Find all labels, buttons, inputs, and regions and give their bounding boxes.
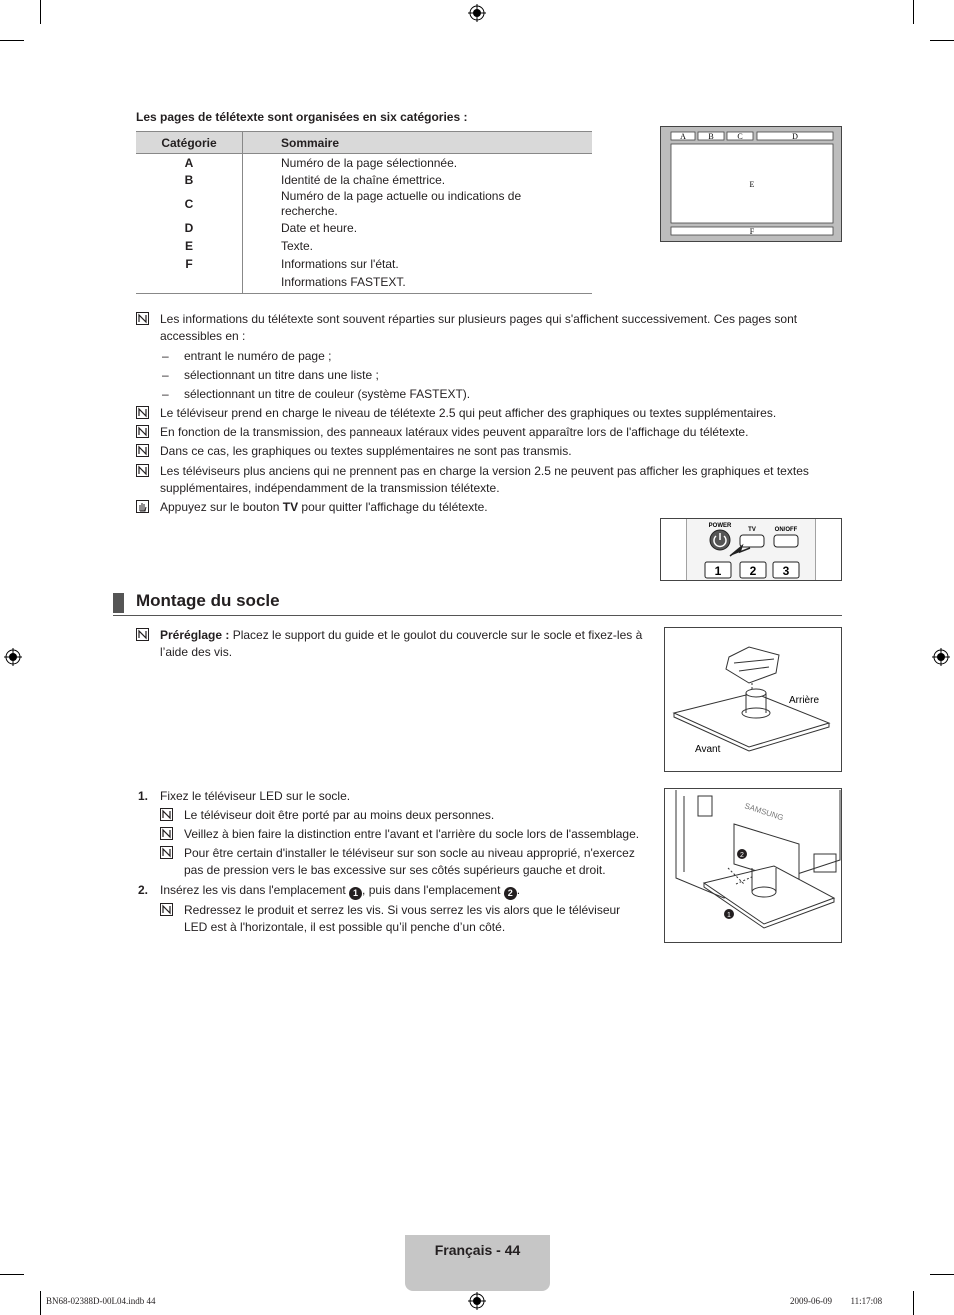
note-icon [136, 464, 149, 477]
note-icon [160, 808, 173, 821]
note-text: Le téléviseur prend en charge le niveau de télétexte 2.5 qui peut afficher des graphiques ou textes supplémentaires. [160, 406, 777, 420]
list-item [162, 386, 470, 403]
note-text: Les informations du télétexte sont souvent réparties sur plusieurs pages qui s'affichent successivement. Ces pages sont accessibles en : [160, 312, 798, 343]
table-row [136, 154, 592, 172]
note-item [160, 902, 640, 936]
table-cell: Informations FASTEXT. [243, 273, 593, 294]
location-badge-1: 1 [349, 887, 362, 900]
crop-mark [930, 1274, 954, 1275]
table-cell: Informations sur l'état. [281, 256, 399, 271]
note-text: Le téléviseur doit être porté par au moins deux personnes. [184, 808, 495, 822]
list-item-text: sélectionnant un titre dans une liste ; [184, 368, 379, 382]
note-text: Veillez à bien faire la distinction entre l'avant et l'arrière du socle lors de l'assemblage. [184, 827, 640, 841]
note-text: Pour être certain d'installer le téléviseur sur son socle au niveau approprié, n'exercez pas de pression vers le bas excessive sur ses côtés supérieurs gauche et droit. [184, 846, 635, 877]
table-cell: F [136, 255, 243, 273]
step-text: Fixez le téléviseur LED sur le socle. [160, 789, 351, 803]
step-text-part: Insérez les vis dans l'emplacement [160, 883, 350, 897]
list-item-text: sélectionnant un titre de couleur (système FASTEXT). [184, 387, 471, 401]
dash-marker: – [162, 368, 169, 382]
teletext-screen-diagram [660, 126, 842, 242]
note-text: En fonction de la transmission, des panneaux latéraux vides peuvent apparaître lors de l'affichage du télétexte. [160, 425, 749, 439]
note-icon [160, 827, 173, 840]
crop-mark [0, 40, 24, 41]
table-header: Catégorie [136, 132, 243, 154]
crop-mark [40, 1291, 41, 1315]
table-row [136, 219, 592, 238]
section-title: Montage du socle [136, 591, 280, 610]
note-item [136, 424, 826, 441]
location-badge-2: 2 [504, 887, 517, 900]
list-item [162, 367, 379, 384]
key-1: 1 [714, 564, 722, 578]
table-row [136, 273, 592, 294]
crop-mark [40, 0, 41, 24]
table-row [136, 171, 592, 189]
diagram-label-b: B [708, 132, 714, 141]
step-text-part: . [516, 883, 521, 897]
diagram-label-f: F [749, 227, 755, 236]
section-bar [113, 593, 124, 613]
tv-key-label: TV [282, 500, 299, 514]
step-text [160, 882, 520, 900]
note-text-part: pour quitter l'affichage du télétexte. [298, 500, 488, 514]
table-row [136, 255, 592, 273]
crop-mark [0, 1274, 24, 1275]
table-header: Sommaire [243, 132, 593, 154]
table-cell: B [136, 171, 243, 189]
figure-badge-1: 1 [727, 912, 731, 919]
figure-badge-2: 2 [740, 852, 744, 859]
stand-preset-illustration [664, 627, 842, 772]
table-row [136, 189, 592, 219]
remote-control-illustration [660, 518, 842, 581]
diagram-label-d: D [792, 132, 798, 141]
note-item [136, 443, 826, 460]
table-cell: A [136, 154, 243, 172]
note-item [136, 405, 826, 422]
note-text-part: Appuyez sur le bouton [160, 500, 283, 514]
page-number: Français - 44 [434, 1242, 521, 1258]
brand-label: SAMSUNG [743, 801, 785, 823]
step-number: 1. [138, 789, 149, 803]
onoff-label: ON/OFF [774, 527, 798, 533]
crop-mark [930, 40, 954, 41]
power-label: POWER [708, 523, 732, 529]
preset-text: Placez le support du guide et le goulot du couvercle sur le socle et fixez-les à l’aide des vis. [160, 628, 643, 659]
registration-mark-icon [4, 648, 22, 666]
table-cell [136, 273, 243, 294]
crop-mark [913, 1291, 914, 1315]
note-icon [136, 425, 149, 438]
table-cell: Identité de la chaîne émettrice. [281, 172, 446, 187]
note-icon [136, 628, 149, 641]
step-number: 2. [138, 883, 149, 897]
note-item [136, 463, 826, 497]
dash-marker: – [162, 387, 169, 401]
note-icon [136, 406, 149, 419]
note-item [160, 845, 650, 879]
note-icon [136, 312, 149, 325]
registration-mark-icon [932, 648, 950, 666]
table-cell: D [136, 219, 243, 238]
teletext-intro: Les pages de télétexte sont organisées en six catégories : [136, 110, 468, 124]
diagram-label-c: C [737, 132, 743, 141]
table-cell: Numéro de la page sélectionnée. [281, 156, 458, 170]
note-item [136, 627, 646, 661]
note-item [136, 311, 826, 345]
note-text: Dans ce cas, les graphiques ou textes supplémentaires ne sont pas transmis. [160, 444, 572, 458]
crop-mark [913, 0, 914, 24]
note-icon [136, 444, 149, 457]
dash-marker: – [162, 349, 169, 363]
section-rule [113, 615, 842, 616]
step-text-part: , puis dans l'emplacement [362, 883, 504, 897]
preset-label: Préréglage : [160, 628, 230, 642]
tv-label: TV [748, 527, 756, 533]
category-table [136, 131, 592, 294]
key-2: 2 [749, 564, 757, 578]
print-slug-left: BN68-02388D-00L04.indb 44 [46, 1296, 156, 1306]
tv-stand-assembly-illustration [664, 788, 842, 943]
note-item [160, 807, 650, 824]
hand-note-icon [136, 500, 149, 513]
note-text [160, 499, 826, 516]
registration-mark-icon [468, 4, 486, 22]
note-text [160, 627, 646, 661]
print-slug-right: 2009-06-09 ￿￿ 11:17:08 [790, 1296, 883, 1306]
note-item [136, 499, 826, 516]
table-cell: Texte. [281, 239, 314, 253]
table-cell: Numéro de la page actuelle ou indications de recherche. [281, 189, 522, 218]
table-cell: C [136, 189, 243, 219]
diagram-label-a: A [680, 132, 686, 141]
table-cell: Date et heure. [281, 221, 358, 235]
rear-label: Arrière [789, 695, 820, 706]
registration-mark-icon [468, 1292, 486, 1310]
table-cell: E [136, 238, 243, 255]
front-label: Avant [695, 744, 721, 755]
table-row [136, 238, 592, 255]
note-text: Les téléviseurs plus anciens qui ne prennent pas en charge la version 2.5 ne peuvent pas afficher les graphiques et textes supplémentaires, indépendamment de la transmission télétexte. [160, 464, 809, 495]
list-item-text: entrant le numéro de page ; [184, 349, 332, 363]
key-3: 3 [782, 564, 790, 578]
note-icon [160, 846, 173, 859]
note-item [160, 826, 655, 843]
diagram-label-e: E [749, 180, 755, 189]
list-item [162, 348, 331, 365]
note-text: Redressez le produit et serrez les vis. Si vous serrez les vis alors que le téléviseur LED est à l'horizontale, il est possible qu’il penche d’un côté. [184, 903, 621, 934]
note-icon [160, 903, 173, 916]
